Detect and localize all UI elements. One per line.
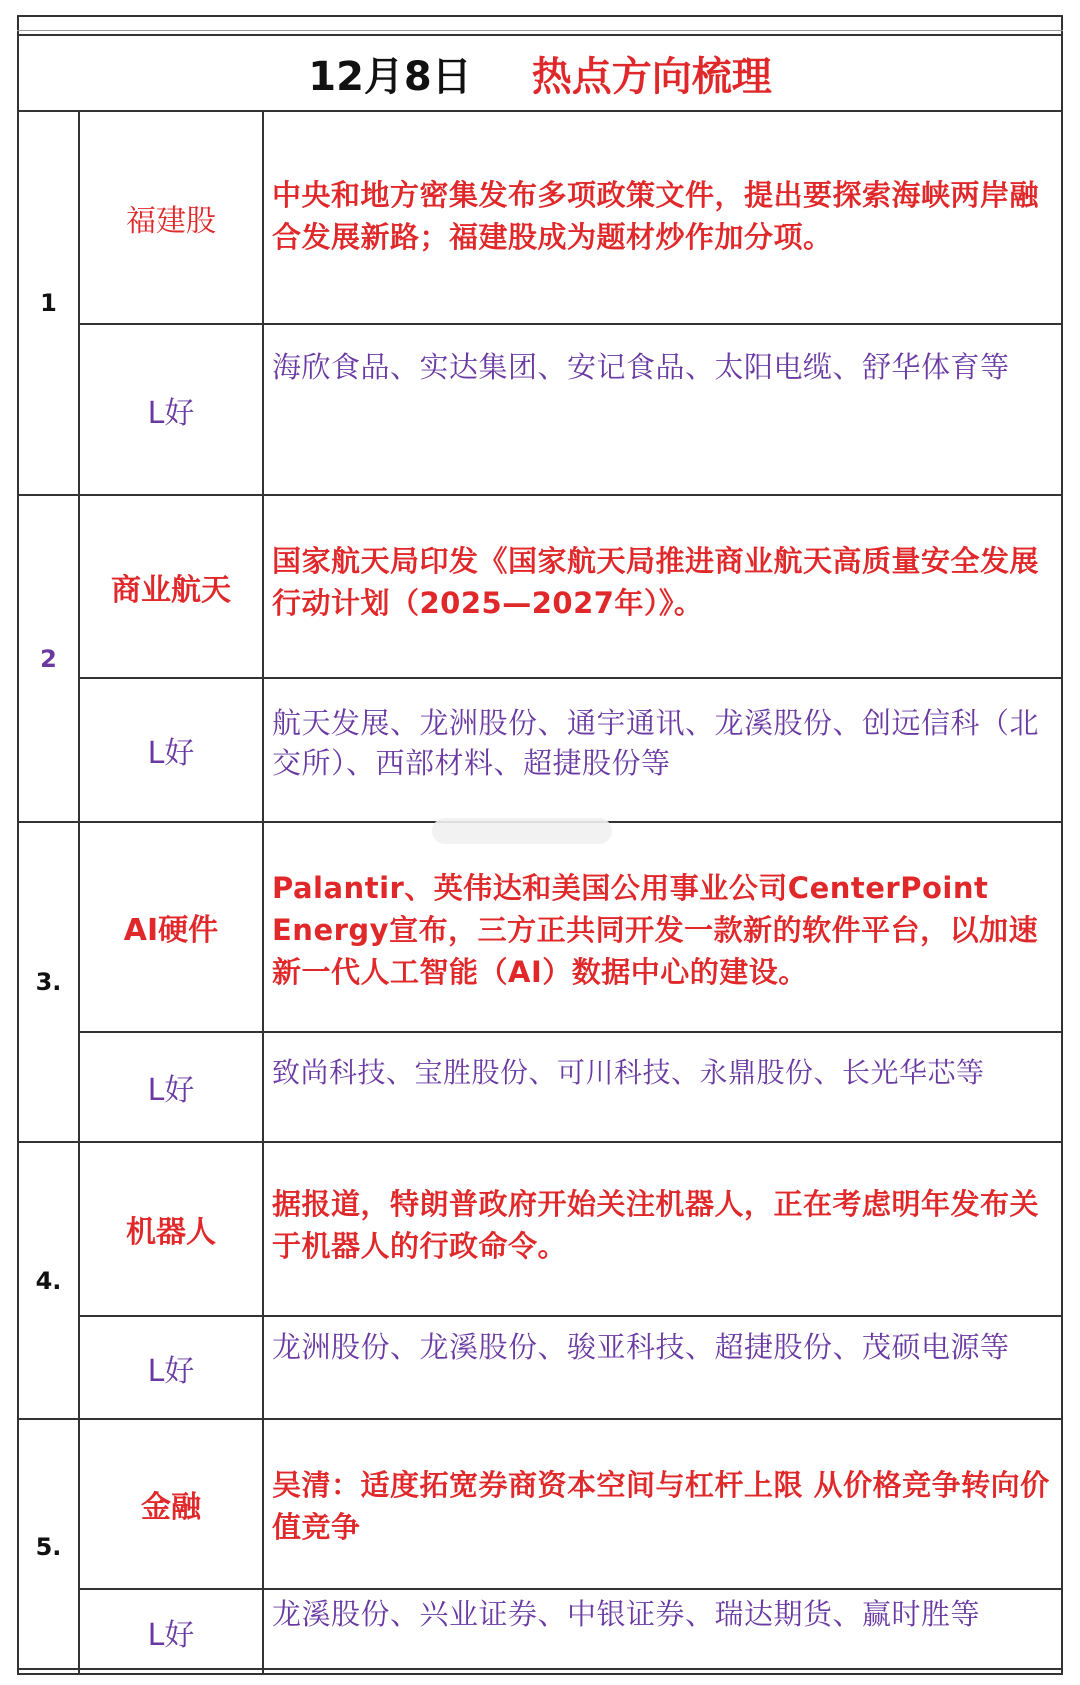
description-text: Palantir、英伟达和美国公用事业公司CenterPoint Energy宣布，三方正共同开发一款新的软件平台，以加速新一代人工智能（AI）数据中心的建设。 xyxy=(263,822,1062,1032)
category-label: 福建股 xyxy=(79,111,263,324)
category-label: 金融 xyxy=(79,1419,263,1589)
stocks-text: 海欣食品、实达集团、安记食品、太阳电缆、舒华体育等 xyxy=(263,324,1062,495)
table-row xyxy=(18,1589,1062,1674)
stocks-text: 龙溪股份、兴业证券、中银证券、瑞达期货、赢时胜等 xyxy=(263,1589,1062,1674)
page-title xyxy=(18,35,1062,111)
table-row xyxy=(18,1032,1062,1142)
title-row xyxy=(18,35,1062,111)
beneficiary-label: L好 xyxy=(79,1032,263,1142)
description-text: 吴清：适度拓宽券商资本空间与杠杆上限 从价格竞争转向价值竞争 xyxy=(263,1419,1062,1589)
category-label: 机器人 xyxy=(79,1142,263,1316)
category-label: AI硬件 xyxy=(79,822,263,1032)
row-number: 4. xyxy=(18,1142,79,1419)
beneficiary-label: L好 xyxy=(79,1589,263,1674)
table-row xyxy=(18,1316,1062,1419)
beneficiary-label: L好 xyxy=(79,678,263,822)
beneficiary-label: L好 xyxy=(79,1316,263,1419)
table-row xyxy=(18,111,1062,324)
description-text: 中央和地方密集发布多项政策文件，提出要探索海峡两岸融合发展新路；福建股成为题材炒作加分项。 xyxy=(263,111,1062,324)
title-date: 12月8日 xyxy=(308,53,472,100)
table-row xyxy=(18,678,1062,822)
row-number: 1 xyxy=(18,111,79,495)
stocks-text: 航天发展、龙洲股份、通宇通讯、龙溪股份、创远信科（北交所）、西部材料、超捷股份等 xyxy=(263,678,1062,822)
title-heading: 热点方向梳理 xyxy=(531,53,772,100)
watermark xyxy=(432,818,612,844)
category-label: 商业航天 xyxy=(79,495,263,678)
top-divider xyxy=(17,30,1063,31)
table-row xyxy=(18,822,1062,1032)
row-number: 2 xyxy=(18,495,79,822)
table-row xyxy=(18,1142,1062,1316)
row-number: 5. xyxy=(18,1419,79,1674)
row-number: 3. xyxy=(18,822,79,1142)
table-row xyxy=(18,495,1062,678)
stocks-text: 致尚科技、宝胜股份、可川科技、永鼎股份、长光华芯等 xyxy=(263,1032,1062,1142)
table-row xyxy=(18,324,1062,495)
hotspot-table xyxy=(17,34,1063,1675)
beneficiary-label: L好 xyxy=(79,324,263,495)
description-text: 国家航天局印发《国家航天局推进商业航天高质量安全发展行动计划（2025—2027年）》。 xyxy=(263,495,1062,678)
description-text: 据报道，特朗普政府开始关注机器人，正在考虑明年发布关于机器人的行政命令。 xyxy=(263,1142,1062,1316)
table-row xyxy=(18,1419,1062,1589)
stocks-text: 龙洲股份、龙溪股份、骏亚科技、超捷股份、茂硕电源等 xyxy=(263,1316,1062,1419)
